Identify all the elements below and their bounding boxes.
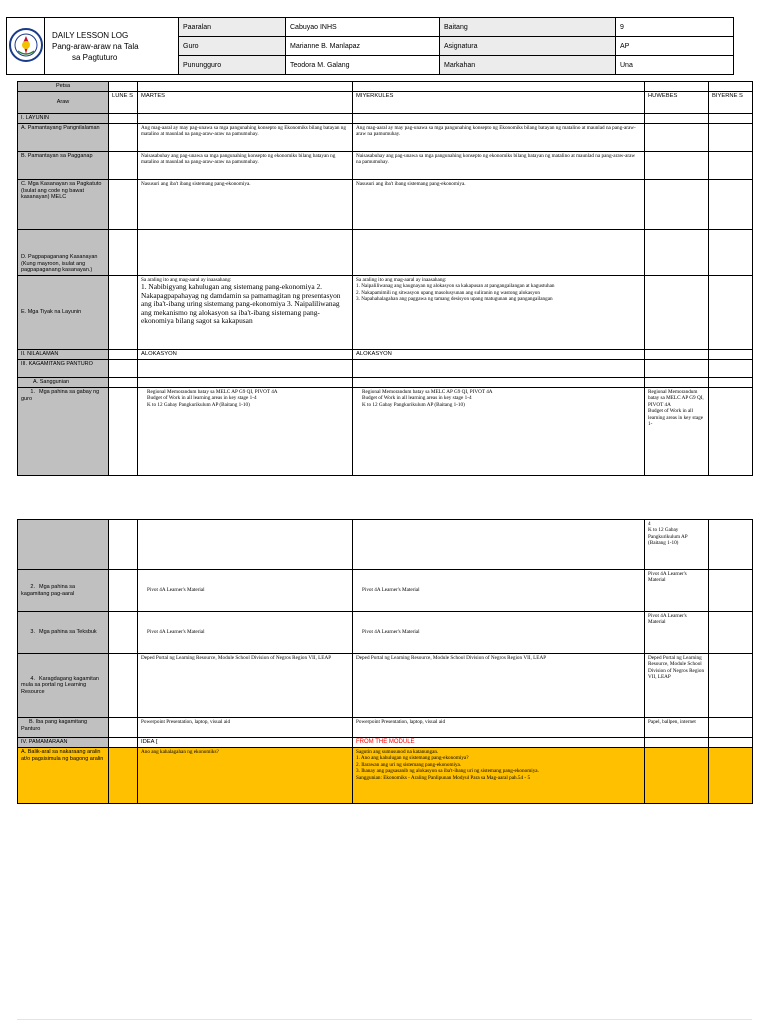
r3-label-text: Mga pahina sa Teksbuk [39,629,97,636]
title-line-2: Pang-araw-araw na Tala [52,41,139,51]
paaralan-value: Cabuyao INHS [286,18,440,37]
r1-huwebes-cont-line-2: K to 12 Gabay Pangkurikulum AP (Baitang 1-10) [648,527,688,547]
baitang-label: Baitang [440,18,616,37]
petsa-miyerkules [353,82,645,92]
asignatura-label: Asignatura [440,37,616,56]
markahan-value: Una [616,56,734,75]
petsa-label: Petsa [18,82,109,92]
page-bottom-rule [17,1019,752,1020]
pamamaraan-martes: IDEA [ [138,738,353,748]
e-miyerkules-line-1: Sa araling ito ang mag-aaral ay inaasahang: [356,277,447,283]
asignatura-value: AP [616,37,734,56]
b-martes: Naisasabuhay ang pag-unawa sa mga pangunahing konsepto ng ekonomiks bilang batayan ng matalino at maunlad na pang-araw-araw na pamumuhay. [138,152,353,180]
araw-label: Araw [18,92,109,114]
day-martes: MARTES [138,92,353,114]
day-miyerkules: MIYERKULES [353,92,645,114]
e-miyerkules [353,276,645,350]
r1-continued-label [18,520,109,570]
r4-miyerkules: Deped Portal ng Learning Resource, Module School Division of Negros Region VII, LEAP [353,654,645,718]
b2-miyerkules: Powerpoint Presentation, laptop, visual aid [353,718,645,738]
r4-huwebes: Deped Portal ng Learning Resource, Module School Division of Negros Region VII, LEAP [645,654,709,718]
pamamaraan-miyerkules: FROM THE MODULE [353,738,645,748]
title-block [45,18,179,75]
r3-miyerkules: Pivot 4A Learner's Material [353,612,645,654]
r1-huwebes [645,388,709,476]
ba-miyerkules-line-3: 2. Ilarawan ang uri ng sistemang pang-ekonomiya. [356,761,462,768]
b2-label-text: B. Iba pang kagamitang Panturo [21,719,88,732]
balik-aral-label: A. Balik-aral sa nakaraang aralin at/o pagsisimula ng bagong aralin [18,748,109,804]
punungguro-value: Teodora M. Galang [286,56,440,75]
deped-logo [7,18,45,75]
markahan-label: Markahan [440,56,616,75]
r1-miyerkules-line-2: Budget of Work in all learning areas in key stage 1-4 [362,395,472,402]
ba-miyerkules [353,748,645,804]
b2-martes: Powerpoint Presentation, laptop, visual aid [138,718,353,738]
pagpapaganang-kasanayan-label: D. Pagpapaganang Kasanayan (Kung mayroon, isulat ang pagpapaganang kasanayan.) [18,230,109,276]
nilalaman-martes: ALOKASYON [138,350,353,360]
guro-value: Marianne B. Manlapaz [286,37,440,56]
r1-miyerkules [353,388,645,476]
pamantayan-sa-pagganap-label: B. Pamantayan sa Pagganap [18,152,109,180]
e-miyerkules-line-4: 3. Napahahalagahan ang paggawa ng tamang desisyon upang matugunan ang pangangailangan [356,296,553,303]
punungguro-label: Punungguro [179,56,286,75]
petsa-huwebes [645,82,709,92]
r4-martes: Deped Portal ng Learning Resource, Module School Division of Negros Region VII, LEAP [138,654,353,718]
r1-label-text: Mga pahina sa gabay ng guro [21,389,100,402]
day-lunes: LUNE S [109,92,138,114]
ba-martes: Ano ang kahalagahan ng ekonomiks? [138,748,353,804]
r2-huwebes: Pivot 4A Learner's Material [645,570,709,612]
r2-miyerkules: Pivot 4A Learner's Material [353,570,645,612]
gabay-ng-guro-label [18,388,109,476]
petsa-lunes [109,82,138,92]
pamantayang-pangnilalaman-label: A. Pamantayang Pangnilalaman [18,124,109,152]
r1-miyerkules-line-3: K to 12 Gabay Pangkurikulum AP (Baitang 1-10) [362,401,465,408]
b-miyerkules: Naisasabuhay ang pag-unawa sa mga pangunahing konsepto ng ekonomiks bilang batayan ng matalino at maunlad na pang-araw-araw na pamumuhay. [353,152,645,180]
nilalaman-miyerkules: ALOKASYON [353,350,645,360]
baitang-value: 9 [616,18,734,37]
ba-miyerkules-line-5: Sanggunian: Ekonomiks - Araling Panlipunan Modyul Para sa Mag-aaral pah.54 - 5 [356,774,531,781]
ba-miyerkules-line-1: Sagutin ang sumusunod na katanungan. [356,749,439,755]
r4-number: 4. [30,675,35,682]
c-miyerkules: Nasusuri ang iba't ibang sistemang pang-ekonomiya. [353,180,645,230]
e-miyerkules-line-2: 1. Naipaliliwanag ang kaugnayan ng alokasyon sa kakapusan at pangangailangan at kagustuhan [356,283,555,290]
kagamitang-panturo-heading: III. KAGAMITANG PANTURO [18,360,109,378]
r1-martes-line-2: Budget of Work in all learning areas in key stage 1-4 [147,395,257,402]
header-table [6,17,734,75]
r1-martes [138,388,353,476]
tiyak-na-layunin-label: E. Mga Tiyak na Layunin [18,276,109,350]
r1-number: 1. [30,389,35,395]
a-miyerkules: Ang mag-aaral ay may pag-unawa sa mga pangunahing konsepto ng Ekonomiks bilang batayan ng matalino at maunlad na pang-araw-araw na pamumuhay. [353,124,645,152]
r2-martes: Pivot 4A Learner's Material [138,570,353,612]
r3-number: 3. [30,629,35,636]
sanggunian-label: A. Sanggunian [33,379,70,385]
r2-label-text: Mga pahina sa kagamitang pag-aaral [21,583,76,597]
title-line-3: sa Pagtuturo [72,52,118,62]
b2-huwebes: Papel, ballpen, internet [645,718,709,738]
r1-miyerkules-line-1: Regional Memorandum batay sa MELC AP G9 QI, PIVOT 4A [362,389,493,395]
c-martes: Nasusuri ang iba't ibang sistemang pang-ekonomiya. [138,180,353,230]
deped-seal-icon [8,25,44,65]
e-martes-body: 1. Nabibigyang kahulugan ang sistemang pang-ekonomiya 2. Nakapagpapahayag ng damdamin sa pamamagitan ng presentasyon ang iba't-ibang uring sistemang pang-ekonomiya 3. Naipaliliwanag ang mekanismo ng alokasyon sa iba't-ibang sistemang pang-ekonomiya bilang sagot sa kakapusan [141,282,341,326]
ba-miyerkules-line-2: 1. Ano ang kahulugan ng sistemang pang-ekonomiya? [356,755,469,762]
ba-miyerkules-line-4: 3. Ihanay ang pagsasanib ng alokasyon sa iba't-ibang uri ng sistemang pang-ekonomiya. [356,768,539,775]
day-huwebes: HUWEBES [645,92,709,114]
teksbuk-label [18,612,109,654]
guro-label: Guro [179,37,286,56]
r1-huwebes-line-2: Budget of Work in all learning areas in key stage 1- [648,408,704,428]
e-martes-intro: Sa araling ito ang mag-aaral ay inaasahang: [141,277,232,283]
petsa-martes [138,82,353,92]
sanggunian-heading [18,378,109,388]
e-miyerkules-line-3: 2. Nakapamimili ng sitwasyon upang masolusyunan ang suliranin ng wastong alokasyon [356,289,540,296]
kasanayan-label: C. Mga Kasanayan sa Pagkatuto (Isulat ang code ng bawat kasanayan) MELC [18,180,109,230]
r1-martes-line-3: K to 12 Gabay Pangkurikulum AP (Baitang 1-10) [147,401,250,408]
r4-label-text: Karagdagang kagamitan mula sa portal ng Learning Resource [21,675,99,695]
petsa-biyernes [709,82,753,92]
r3-huwebes: Pivot 4A Learner's Material [645,612,709,654]
kagamitang-pag-aaral-label [18,570,109,612]
r2-number: 2. [30,583,35,590]
r1-huwebes-line-1: Regional Memorandum batay sa MELC AP G9 QI, PIVOT 4A [648,389,704,408]
r1-martes-line-1: Regional Memorandum batay sa MELC AP G9 QI, PIVOT 4A [147,389,278,395]
lesson-table-page-1 [17,81,753,476]
a-martes: Ang mag-aaral ay may pag-unawa sa mga pangunahing konsepto ng Ekonomiks bilang batayan ng matalino at maunlad na pang-araw-araw na pamumuhay. [138,124,353,152]
paaralan-label: Paaralan [179,18,286,37]
r1-huwebes-continued [645,520,709,570]
karagdagang-kagamitan-label [18,654,109,718]
day-biyernes: BIYERNE S [709,92,753,114]
iba-pang-kagamitan-label [18,718,109,738]
layunin-heading: I. LAYUNIN [18,114,109,124]
pamamaraan-heading: IV. PAMAMARAAN [18,738,109,748]
title-line-1: DAILY LESSON LOG [52,30,129,40]
lesson-table-page-2 [17,519,753,804]
nilalaman-heading: II. NILALAMAN [18,350,109,360]
r1-huwebes-cont-line-1: 4 [648,521,651,527]
r3-martes: Pivot 4A Learner's Material [138,612,353,654]
e-martes [138,276,353,350]
